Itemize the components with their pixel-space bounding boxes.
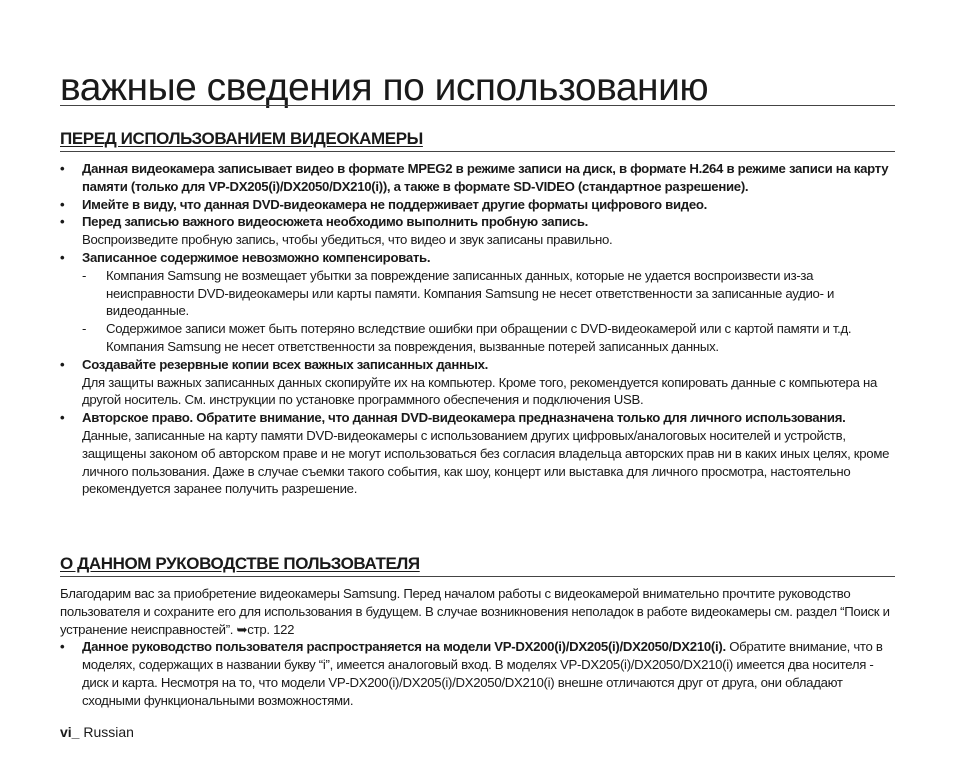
section-heading-before-use: ПЕРЕД ИСПОЛЬЗОВАНИЕМ ВИДЕОКАМЕРЫ xyxy=(60,129,423,148)
bullet-icon: • xyxy=(60,214,65,230)
item-heading: Создавайте резервные копии всех важных записанных данных. xyxy=(82,356,489,372)
section-before-use-body xyxy=(60,160,895,498)
bullet-icon: • xyxy=(60,161,65,176)
item-text: Данная видеокамера записывает видео в формате MPEG2 в режиме записи на диск, в формате H.264 в режиме записи на карту памяти (только для VP-DX205(i)/DX2050/DX210(i)), а также в формате SD-VIDEO (стандартное разрешение). xyxy=(82,161,889,194)
footer-language: Russian xyxy=(83,724,134,740)
item-text: Воспроизведите пробную запись, чтобы убедиться, что видео и звук записаны правильно. xyxy=(82,232,613,248)
section-about-manual-body xyxy=(60,585,895,710)
title-divider xyxy=(60,105,895,106)
item-text: Компания Samsung не возмещает убытки за повреждение записанных данных, которые не удается воспроизвести из-за неисправности DVD-видеокамеры или карты памяти. Компания Samsung не несет ответственности за записанные аудио- и видеоданные. xyxy=(106,267,835,319)
bullet-icon: • xyxy=(60,249,65,265)
list-item xyxy=(60,356,895,409)
page-ref: стр. 122 xyxy=(247,621,295,637)
item-text: Данные, записанные на карту памяти DVD-видеокамеры с использованием других цифровых/аналоговых носителей и устройств, защищены законом об авторском праве и не могут использоваться без согласия владельца авторских прав ни в каких иных целях, кроме личного пользования. Даже в случае съемки такого события, как шоу, концерт или выставка для личного просмотра, настоятельно рекомендуется заранее получить разрешение. xyxy=(82,427,890,497)
intro-paragraph xyxy=(60,585,895,638)
item-heading: Авторское право. Обратите внимание, что данная DVD-видеокамера предназначена только для личного использования. xyxy=(82,410,846,426)
dash-icon: - xyxy=(82,267,87,283)
bullet-icon: • xyxy=(60,410,65,426)
page-ref-icon: ➥ xyxy=(236,621,248,637)
item-heading: Записанное содержимое невозможно компенсировать. xyxy=(82,249,431,265)
item-text: Обратите внимание, что в моделях, содержащих в названии букву “i”, имеется аналоговый вход. В моделях VP-DX205(i)/DX2050/DX210(i) имеется два носителя - диск и карта. Несмотря на то, что модели VP-DX200(i)/DX205(i)/DX2050/DX210(i) внешне отличаются друг от друга, они обладают сходными функциональными возможностями. xyxy=(82,639,883,708)
item-heading: Перед записью важного видеосюжета необходимо выполнить пробную запись. xyxy=(82,214,589,230)
page-footer xyxy=(60,722,134,742)
bullet-icon: • xyxy=(60,639,65,655)
list-item xyxy=(60,638,895,709)
list-item xyxy=(60,409,895,498)
bullet-icon: • xyxy=(60,196,65,212)
section-heading-about-manual: О ДАННОМ РУКОВОДСТВЕ ПОЛЬЗОВАТЕЛЯ xyxy=(60,554,420,573)
section-divider xyxy=(60,576,895,577)
item-heading: Данное руководство пользователя распространяется на модели VP-DX200(i)/DX205(i)/DX2050/DX210(i). xyxy=(82,639,726,655)
item-text: Имейте в виду, что данная DVD-видеокамера не поддерживает другие форматы цифрового видео. xyxy=(82,196,707,212)
sub-list-item xyxy=(60,320,895,356)
bullet-icon: • xyxy=(60,356,65,372)
list-item xyxy=(60,213,895,249)
page-title: важные сведения по использованию xyxy=(60,66,709,109)
page-number: vi_ xyxy=(60,724,80,740)
list-item xyxy=(60,160,895,196)
section-divider xyxy=(60,151,895,152)
item-text: Для защиты важных записанных данных скопируйте их на компьютер. Кроме того, рекомендуется копировать данные с компьютера на другой носитель. См. инструкции по установке программного обеспечения и подключения USB. xyxy=(82,374,878,408)
sub-list-item xyxy=(60,267,895,320)
intro-text: Благодарим вас за приобретение видеокамеры Samsung. Перед началом работы с видеокамерой внимательно прочтите руководство пользователя и сохраните его для использования в будущем. В случае возникновения неполадок в работе видеокамеры см. раздел “Поиск и устранение неисправностей”. xyxy=(60,586,890,637)
list-item xyxy=(60,196,895,214)
dash-icon: - xyxy=(82,321,87,337)
item-text: Содержимое записи может быть потеряно вследствие ошибки при обращении с DVD-видеокамерой или с картой памяти и т.д. Компания Samsung не несет ответственности за повреждения, вызванные потерей записанных данных. xyxy=(106,321,852,354)
list-item xyxy=(60,249,895,267)
